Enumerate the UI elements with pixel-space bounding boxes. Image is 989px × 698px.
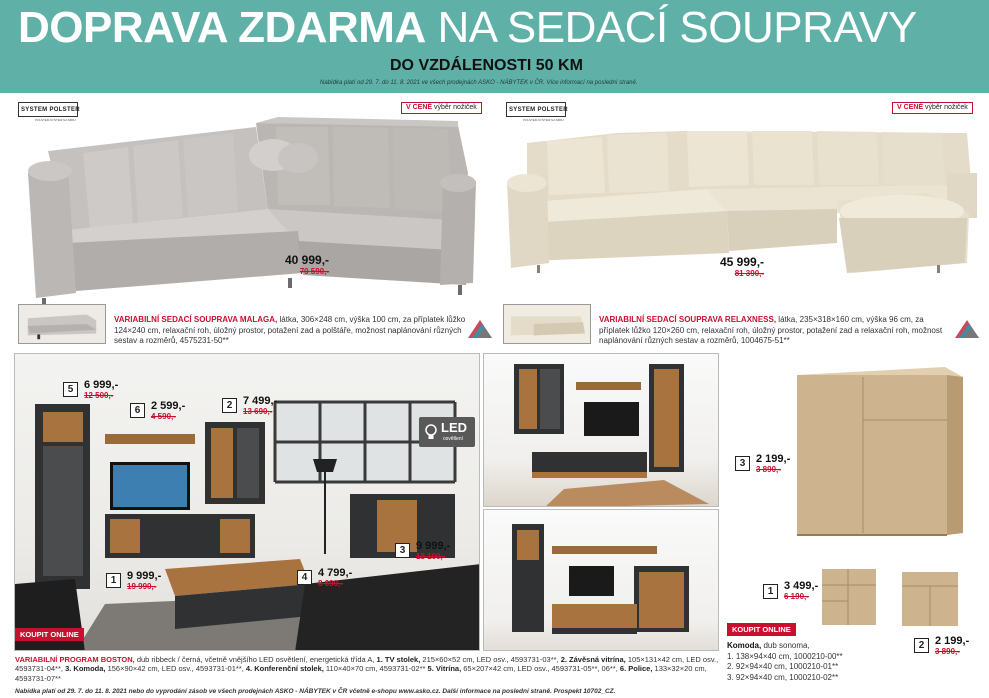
brand-logo — [506, 102, 568, 122]
included-highlight: V CENĚ — [406, 104, 433, 111]
product-name: VARIABILNÍ SEDACÍ SOUPRAVA RELAXNESS, — [599, 315, 777, 324]
buy-online-button[interactable]: KOUPIT ONLINE — [15, 628, 84, 641]
boston-item-label: 1. TV stolek, — [376, 655, 421, 664]
komoda-name: Komoda, — [727, 641, 762, 650]
price-tag — [756, 453, 790, 474]
headline-bold: DOPRAVA ZDARMA — [18, 3, 426, 52]
product-name: VARIABILNÍ SEDACÍ SOUPRAVA MALAGA, — [114, 315, 278, 324]
price-current: 45 999,- — [720, 255, 765, 269]
validity-note: Nabídka platí od 29. 7. do 11. 8. 2021 ve všech prodejnách ASKO - NÁBYTEK v ČR. Více informací na poslední straně. — [320, 80, 638, 86]
price-current: 6 999,- — [84, 379, 119, 391]
boston-item-text: 65×207×42 cm, LED osv., 4593731-05**, 06**, — [461, 664, 618, 674]
boston-item-text: 215×60×52 cm, LED osv., 4593731-03**, — [420, 655, 559, 664]
buy-online-button[interactable]: KOUPIT ONLINE — [727, 623, 796, 636]
komoda-item: 2. 92×94×40 cm, 1000210-01** — [727, 662, 839, 671]
item-number: 1 — [106, 573, 121, 588]
subhead: DO VZDÁLENOSTI 50 KM — [390, 57, 583, 74]
price-old: 6 190,- — [784, 592, 809, 601]
price-current: 2 199,- — [935, 635, 970, 647]
price-tag — [151, 400, 185, 421]
boston-item-label: 2. Závěsná vitrína, — [560, 655, 626, 664]
komoda-small-image — [900, 568, 962, 630]
price-tag — [720, 255, 764, 278]
price-current: 9 999,- — [416, 540, 451, 552]
price-current: 9 999,- — [127, 570, 162, 582]
price-old: 4 590,- — [151, 412, 176, 421]
price-old: 3 890,- — [935, 647, 960, 656]
included-highlight: V CENĚ — [897, 104, 924, 111]
boston-item-text: 133×32×20 cm, 4593731-07** — [15, 664, 707, 683]
price-current: 40 999,- — [285, 253, 330, 267]
price-old: 81 390,- — [734, 269, 765, 278]
product-details: látka, 306×248 cm, výška 100 cm, za příplatek lůžko 124×240 cm, relaxační roh, úložný prostor, potažení zad a polštáře, možnost naplánování různých sestav a rozměrů, 4575231-50** — [114, 315, 466, 345]
price-tag — [84, 379, 118, 400]
sofa-malaga-description — [114, 315, 470, 347]
price-old: 13 690,- — [243, 407, 273, 416]
boston-item-label: 5. Vitrína, — [427, 664, 462, 674]
price-current: 2 199,- — [756, 453, 791, 465]
brand-logo-text: SYSTEM POLSTER — [21, 106, 80, 113]
headline — [18, 2, 917, 54]
item-number: 4 — [297, 570, 312, 585]
bulb-icon — [423, 423, 439, 441]
sofa-relaxness-description — [599, 315, 944, 347]
komoda-wide-image — [820, 563, 880, 629]
price-current: 7 499,- — [243, 395, 278, 407]
led-sub: osvětlení — [443, 436, 464, 442]
boston-description — [15, 655, 720, 683]
item-number: 2 — [914, 638, 929, 653]
sofa-relaxness-relax-thumb — [503, 304, 591, 344]
boston-item-text: 110×40×70 cm, 4593731-02** — [323, 664, 426, 674]
boston-item-label: 6. Police, — [619, 664, 653, 674]
item-number: 6 — [130, 403, 145, 418]
boston-desc-rest: dub ribbeck / černá, včetně vnějšího LED osvětlení, energetická třída A, — [134, 655, 375, 664]
komoda-large-image — [795, 365, 965, 543]
price-old: 18 100,- — [416, 552, 446, 561]
included-text: výběr nožiček — [925, 104, 968, 111]
price-tag — [318, 567, 352, 588]
price-tag — [243, 395, 277, 416]
headline-light: NA SEDACÍ SOUPRAVY — [437, 3, 917, 52]
brand-logo-text: SYSTEM POLSTER — [509, 106, 568, 113]
led-badge — [419, 417, 475, 447]
price-old: 19 990,- — [127, 582, 157, 591]
price-current: 2 599,- — [151, 400, 186, 412]
price-old: 70 590,- — [299, 267, 330, 276]
boston-item-text: 105×131×42 cm, LED osv., 4593731-04**, — [15, 655, 719, 674]
price-old: 12 500,- — [84, 391, 114, 400]
item-number: 3 — [735, 456, 750, 471]
sofa-malaga-relax-thumb — [18, 304, 106, 344]
komoda-item: 3. 92×94×40 cm, 1000210-02** — [727, 672, 839, 682]
included-text: výběr nožiček — [434, 104, 477, 111]
boston-name: VARIABILNÍ PROGRAM BOSTON, — [15, 655, 135, 664]
item-number: 5 — [63, 382, 78, 397]
komoda-description — [727, 641, 982, 683]
price-current: 4 799,- — [318, 567, 353, 579]
price-old: 3 890,- — [756, 465, 781, 474]
boston-item-text: 156×90×42 cm, LED osv., 4593731-01**, — [105, 664, 244, 674]
komoda-name-rest: dub sonoma, — [761, 641, 810, 650]
brand-logo-tag: POLSTER-SYSTEM NA MÍRU — [35, 118, 76, 122]
footer-note: Nabídka platí od 29. 7. do 11. 8. 2021 nebo do vyprodání zásob ve všech prodejnách ASKO - NÁBYTEK v ČR včetně e-shopu www.asko.cz. Další informace na poslední straně. Prospekt 10702_CZ. — [15, 688, 616, 695]
brand-logo-tag: POLSTER-SYSTEM NA MÍRU — [523, 118, 564, 122]
sofa-malaga-image — [28, 113, 476, 313]
boston-set-photo-a — [483, 353, 719, 507]
komoda-item: 1. 138×94×40 cm, 1000210-00** — [727, 651, 843, 661]
item-number: 1 — [763, 584, 778, 599]
included-feet-tag — [892, 102, 973, 114]
price-tag — [784, 580, 818, 601]
fabric-swatch-icon — [466, 318, 494, 340]
item-number: 3 — [395, 543, 410, 558]
price-tag — [416, 540, 450, 561]
header-banner — [0, 0, 989, 93]
led-label: LED — [441, 420, 467, 435]
boston-item-label: 3. Komoda, — [65, 664, 106, 674]
price-tag — [285, 253, 329, 276]
item-number: 2 — [222, 398, 237, 413]
boston-set-photo-b — [483, 509, 719, 651]
boston-item-label: 4. Konferenční stolek, — [245, 664, 324, 674]
fabric-swatch-icon — [953, 318, 981, 340]
price-tag — [127, 570, 161, 591]
price-old: 8 690,- — [318, 579, 343, 588]
price-current: 3 499,- — [784, 580, 819, 592]
product-details: látka, 235×318×160 cm, výška 96 cm, za příplatek lůžko 120×260 cm, relaxační roh, úložný prostor, potažení zad a relaxační roh, možnost naplánování různých sestav a rozměrů, 1004675-51** — [599, 315, 943, 345]
